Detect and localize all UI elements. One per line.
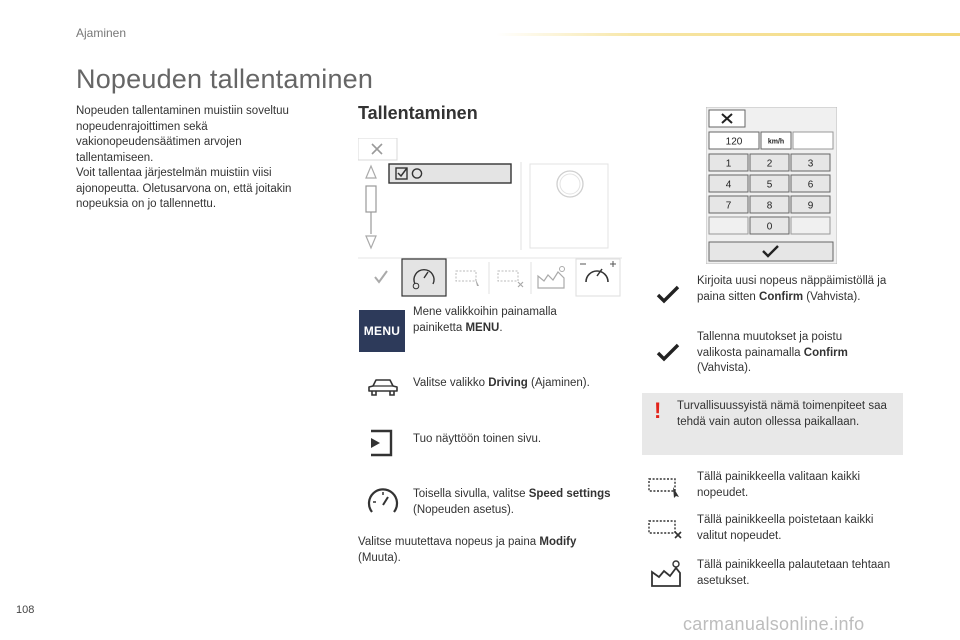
unit-text: km/h — [767, 138, 785, 146]
header-accent-bar — [496, 33, 960, 36]
keypad-key-2[interactable] — [750, 154, 789, 171]
keypad-key-label: 5 — [766, 179, 773, 191]
keypad-key-label: 7 — [725, 200, 732, 212]
speed-list-row-selected[interactable] — [389, 164, 511, 183]
step-speed-settings-text-b: Speed settings — [528, 488, 611, 500]
step-speed-settings-text-a: Toisella sivulla, valitse — [413, 488, 529, 500]
step-driving-text-b: Driving — [488, 377, 528, 389]
deselect-all-icon[interactable] — [498, 271, 523, 287]
speed-keypad-screen — [706, 107, 837, 264]
checkmark-icon — [656, 284, 680, 309]
close-icon[interactable] — [358, 138, 397, 160]
subheading: Tallentaminen — [358, 103, 478, 123]
speed-preview-panel — [530, 164, 608, 248]
keypad-key-5[interactable] — [750, 175, 789, 192]
confirm-button[interactable] — [375, 271, 387, 282]
step-modify-text-a: Valitse muutettava nopeus ja paina — [358, 536, 540, 548]
keypad-close-icon[interactable] — [709, 110, 745, 127]
keypad-key-1[interactable] — [709, 154, 748, 171]
speed-value-text: 120 — [725, 136, 743, 148]
step-enter-speed-text-c: (Vahvista). — [803, 290, 861, 303]
keypad-key-label: 6 — [807, 179, 814, 191]
step-modify-text-b: Modify — [539, 536, 577, 548]
scrollbar[interactable] — [366, 186, 376, 234]
next-page-icon — [368, 428, 394, 463]
keypad-key-3[interactable] — [791, 154, 830, 171]
scroll-up-icon[interactable] — [366, 166, 376, 178]
step-driving-text-a: Valitse valikko — [413, 377, 489, 389]
step-menu-text — [413, 305, 593, 336]
step-menu-text-a: Mene valikkoihin painamalla painiketta — [413, 306, 557, 334]
keypad-key-0[interactable] — [750, 217, 789, 234]
keypad-key-label: 1 — [725, 158, 732, 170]
keypad-key-label: 4 — [725, 179, 732, 191]
keypad-confirm-button[interactable] — [709, 242, 833, 261]
speed-settings-screen — [358, 138, 622, 298]
warning-text: Turvallisuussyistä nämä toimenpiteet saa tehdä vain auton ollessa paikallaan. — [677, 400, 887, 428]
step-menu-text-b: MENU — [465, 321, 500, 334]
speed-limit-adjust-icon[interactable] — [576, 259, 620, 296]
car-icon — [366, 375, 400, 404]
keypad-key-label: 0 — [766, 221, 773, 233]
step-enter-speed-text-b: Confirm — [759, 290, 804, 303]
factory-reset-icon-legend — [650, 560, 684, 593]
step-menu-text-c: . — [499, 321, 503, 334]
intro-text: Nopeuden tallentaminen muistiin soveltuu nopeudenrajoittimen sekä vakionopeudensäätimen arvojen tallentamiseen. Voit tallentaa järjestelmän muistiin viisi ajonopeutta. Oletusarvona on, että joitakin nopeuksia on jo tallennettu. — [76, 105, 292, 210]
keypad-key-label: 8 — [766, 200, 773, 212]
step-save-text-a: Tallenna muutokset ja poistu valikosta painamalla — [697, 331, 843, 359]
keypad-key-7[interactable] — [709, 196, 748, 213]
note-reset-text: Tällä painikkeella palautetaan tehtaan asetukset. — [697, 559, 891, 587]
step-enter-speed-text-a: Kirjoita uusi nopeus näppäimistöllä ja paina sitten — [697, 275, 887, 303]
step-speed-settings-text-c: (Nopeuden asetus). — [413, 503, 515, 516]
select-all-icon-legend — [648, 477, 684, 504]
step-speed-settings-text — [413, 487, 623, 518]
step-enter-speed-text — [697, 274, 907, 305]
note-deselect-all-text: Tällä painikkeella poistetaan kaikki valitut nopeudet. — [697, 514, 874, 542]
scroll-down-icon[interactable] — [366, 236, 376, 248]
keypad-key-label: 2 — [766, 158, 773, 170]
step-driving-text-c: (Ajaminen). — [527, 377, 590, 389]
unit-button[interactable] — [761, 132, 791, 149]
step-save-text-b: Confirm — [803, 346, 848, 359]
note-select-all-text: Tällä painikkeella valitaan kaikki nopeudet. — [697, 471, 860, 499]
step-save-text — [697, 330, 877, 377]
speedometer-tab-active[interactable] — [402, 259, 446, 296]
keypad-key-4[interactable] — [709, 175, 748, 192]
speedometer-icon — [366, 486, 400, 523]
speed-value-field[interactable] — [709, 132, 759, 149]
factory-reset-icon[interactable] — [538, 267, 565, 289]
section-label: Ajaminen — [76, 26, 127, 40]
step-save-text-c: (Vahvista). — [697, 362, 752, 374]
select-all-icon[interactable] — [456, 271, 479, 286]
keypad-key-label: 9 — [807, 200, 814, 212]
keypad-key-9[interactable] — [791, 196, 830, 213]
keypad-key-label: 3 — [807, 158, 814, 170]
step-next-page-text: Tuo näyttöön toinen sivu. — [413, 433, 542, 445]
keypad-key-6[interactable] — [791, 175, 830, 192]
step-modify-text — [358, 535, 608, 566]
page-title: Nopeuden tallentaminen — [76, 64, 374, 94]
warning-icon: ! — [654, 398, 662, 423]
step-driving-text — [413, 376, 623, 392]
watermark: carmanualsonline.info — [683, 614, 865, 634]
page-number: 108 — [16, 604, 35, 616]
menu-button[interactable]: MENU — [359, 310, 405, 352]
step-modify-text-c: (Muuta). — [358, 551, 401, 564]
keypad-key-8[interactable] — [750, 196, 789, 213]
deselect-all-icon-legend — [648, 519, 684, 546]
checkmark-icon-2 — [656, 342, 680, 367]
